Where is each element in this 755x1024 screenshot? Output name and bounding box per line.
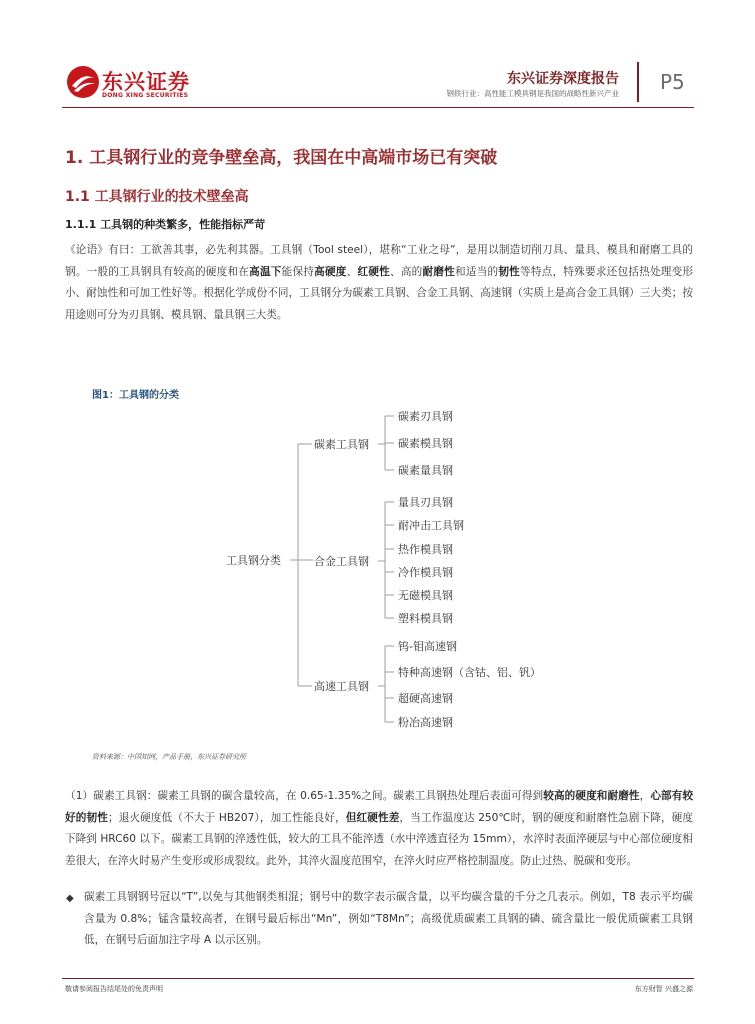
subsection-title: 1.1 工具钢行业的技术壁垒高: [65, 189, 249, 205]
group-label-carbon: 碳素工具钢: [314, 438, 369, 451]
footer-disclaimer: 敬请参阅报告结尾处的免责声明: [65, 985, 163, 993]
footer-rule: [62, 978, 694, 979]
group-label-alloy: 合金工具钢: [314, 555, 369, 568]
bullet-diamond-icon: ◆: [66, 893, 74, 904]
subsubsection-title: 1.1.1 工具钢的种类繁多，性能指标严苛: [65, 218, 266, 231]
footer-slogan: 东方财智 兴盛之源: [634, 985, 693, 993]
leaf-label: 塑料模具钢: [398, 612, 453, 625]
leaf-label: 粉冶高速钢: [398, 716, 453, 729]
figure-source: 资料来源：中国知网，产品手册，东兴证券研究所: [92, 753, 246, 761]
report-title: 东兴证券深度报告: [507, 71, 619, 87]
leaf-label: 超硬高速钢: [398, 692, 453, 705]
leaf-label: 耐冲击工具钢: [398, 519, 464, 532]
bullet-paragraph: 碳素工具钢钢号冠以“T”,以免与其他钢类相混；钢号中的数字表示碳含量，以平均碳含量的千分之几表示。例如，T8 表示平均碳含量为 0.8%；锰含量较高者，在钢号最后标出“Mn”，例如“T8Mn”；高级优质碳素工具钢的磷、硫含量比一般优质碳素工具钢低，在钢号后面加注字母 A 以示区别。: [84, 891, 693, 946]
logo-name-cn: 东兴证券: [102, 70, 190, 94]
intro-paragraph: 《论语》有曰：工欲善其事，必先利其器。工具钢（Tool steel），堪称“工业之母”，是用以制造切削刀具、量具、模具和耐磨工具的钢。一般的工具钢具有较高的硬度和在高温下能保持高硬度、红硬性、高的耐磨性和适当的韧性等特点，特殊要求还包括热处理变形小、耐蚀性和可加工性好等。根据化学成份不同，工具钢分为碳素工具钢、合金工具钢、高速钢（实质上是高合金工具钢）三大类；按用途则可分为刃具钢、模具钢、量具钢三大类。: [65, 244, 694, 321]
group-label-highspeed: 高速工具钢: [314, 680, 369, 693]
logo-name-en: DONG XING SECURITIES: [102, 92, 189, 99]
leaf-label: 无磁模具钢: [398, 589, 453, 602]
figure-title: 图1：工具钢的分类: [92, 390, 179, 401]
leaf-label: 冷作模具钢: [398, 566, 453, 579]
leaf-label: 热作模具钢: [398, 543, 453, 556]
page-number: P5: [660, 70, 685, 94]
leaf-label: 碳素刃具钢: [398, 410, 453, 423]
tree-root-label: 工具钢分类: [226, 554, 281, 567]
section-title: 1. 工具钢行业的竞争壁垒高，我国在中高端市场已有突破: [65, 148, 498, 168]
leaf-label: 钨-钼高速钢: [398, 640, 457, 653]
leaf-label: 量具刃具钢: [398, 496, 453, 509]
leaf-label: 碳素模具钢: [398, 437, 453, 450]
report-subtitle: 钢铁行业：高性能工模具钢是我国的战略性新兴产业: [446, 89, 619, 98]
leaf-label: 特种高速钢（含钴、铝、钒）: [398, 666, 541, 679]
leaf-label: 碳素量具钢: [398, 464, 453, 477]
carbon-tool-steel-paragraph: （1）碳素工具钢：碳素工具钢的碳含量较高，在 0.65-1.35%之间。碳素工具钢热处理后表面可得到较高的硬度和耐磨性，心部有较好的韧性；退火硬度低（不大于 HB207），加工性能良好，但红硬性差，当工作温度达 250℃时，钢的硬度和耐磨性急剧下降，硬度下降到 HRC60 以下。碳素工具钢的淬透性低，较大的工具不能淬透（水中淬透直径为 15mm），水淬时表面淬硬层与中心部位硬度相差很大，在淬火时易产生变形或形成裂纹。此外，其淬火温度范围窄，在淬火时应严格控制温度。防止过热、脱碳和变形。: [65, 790, 694, 867]
